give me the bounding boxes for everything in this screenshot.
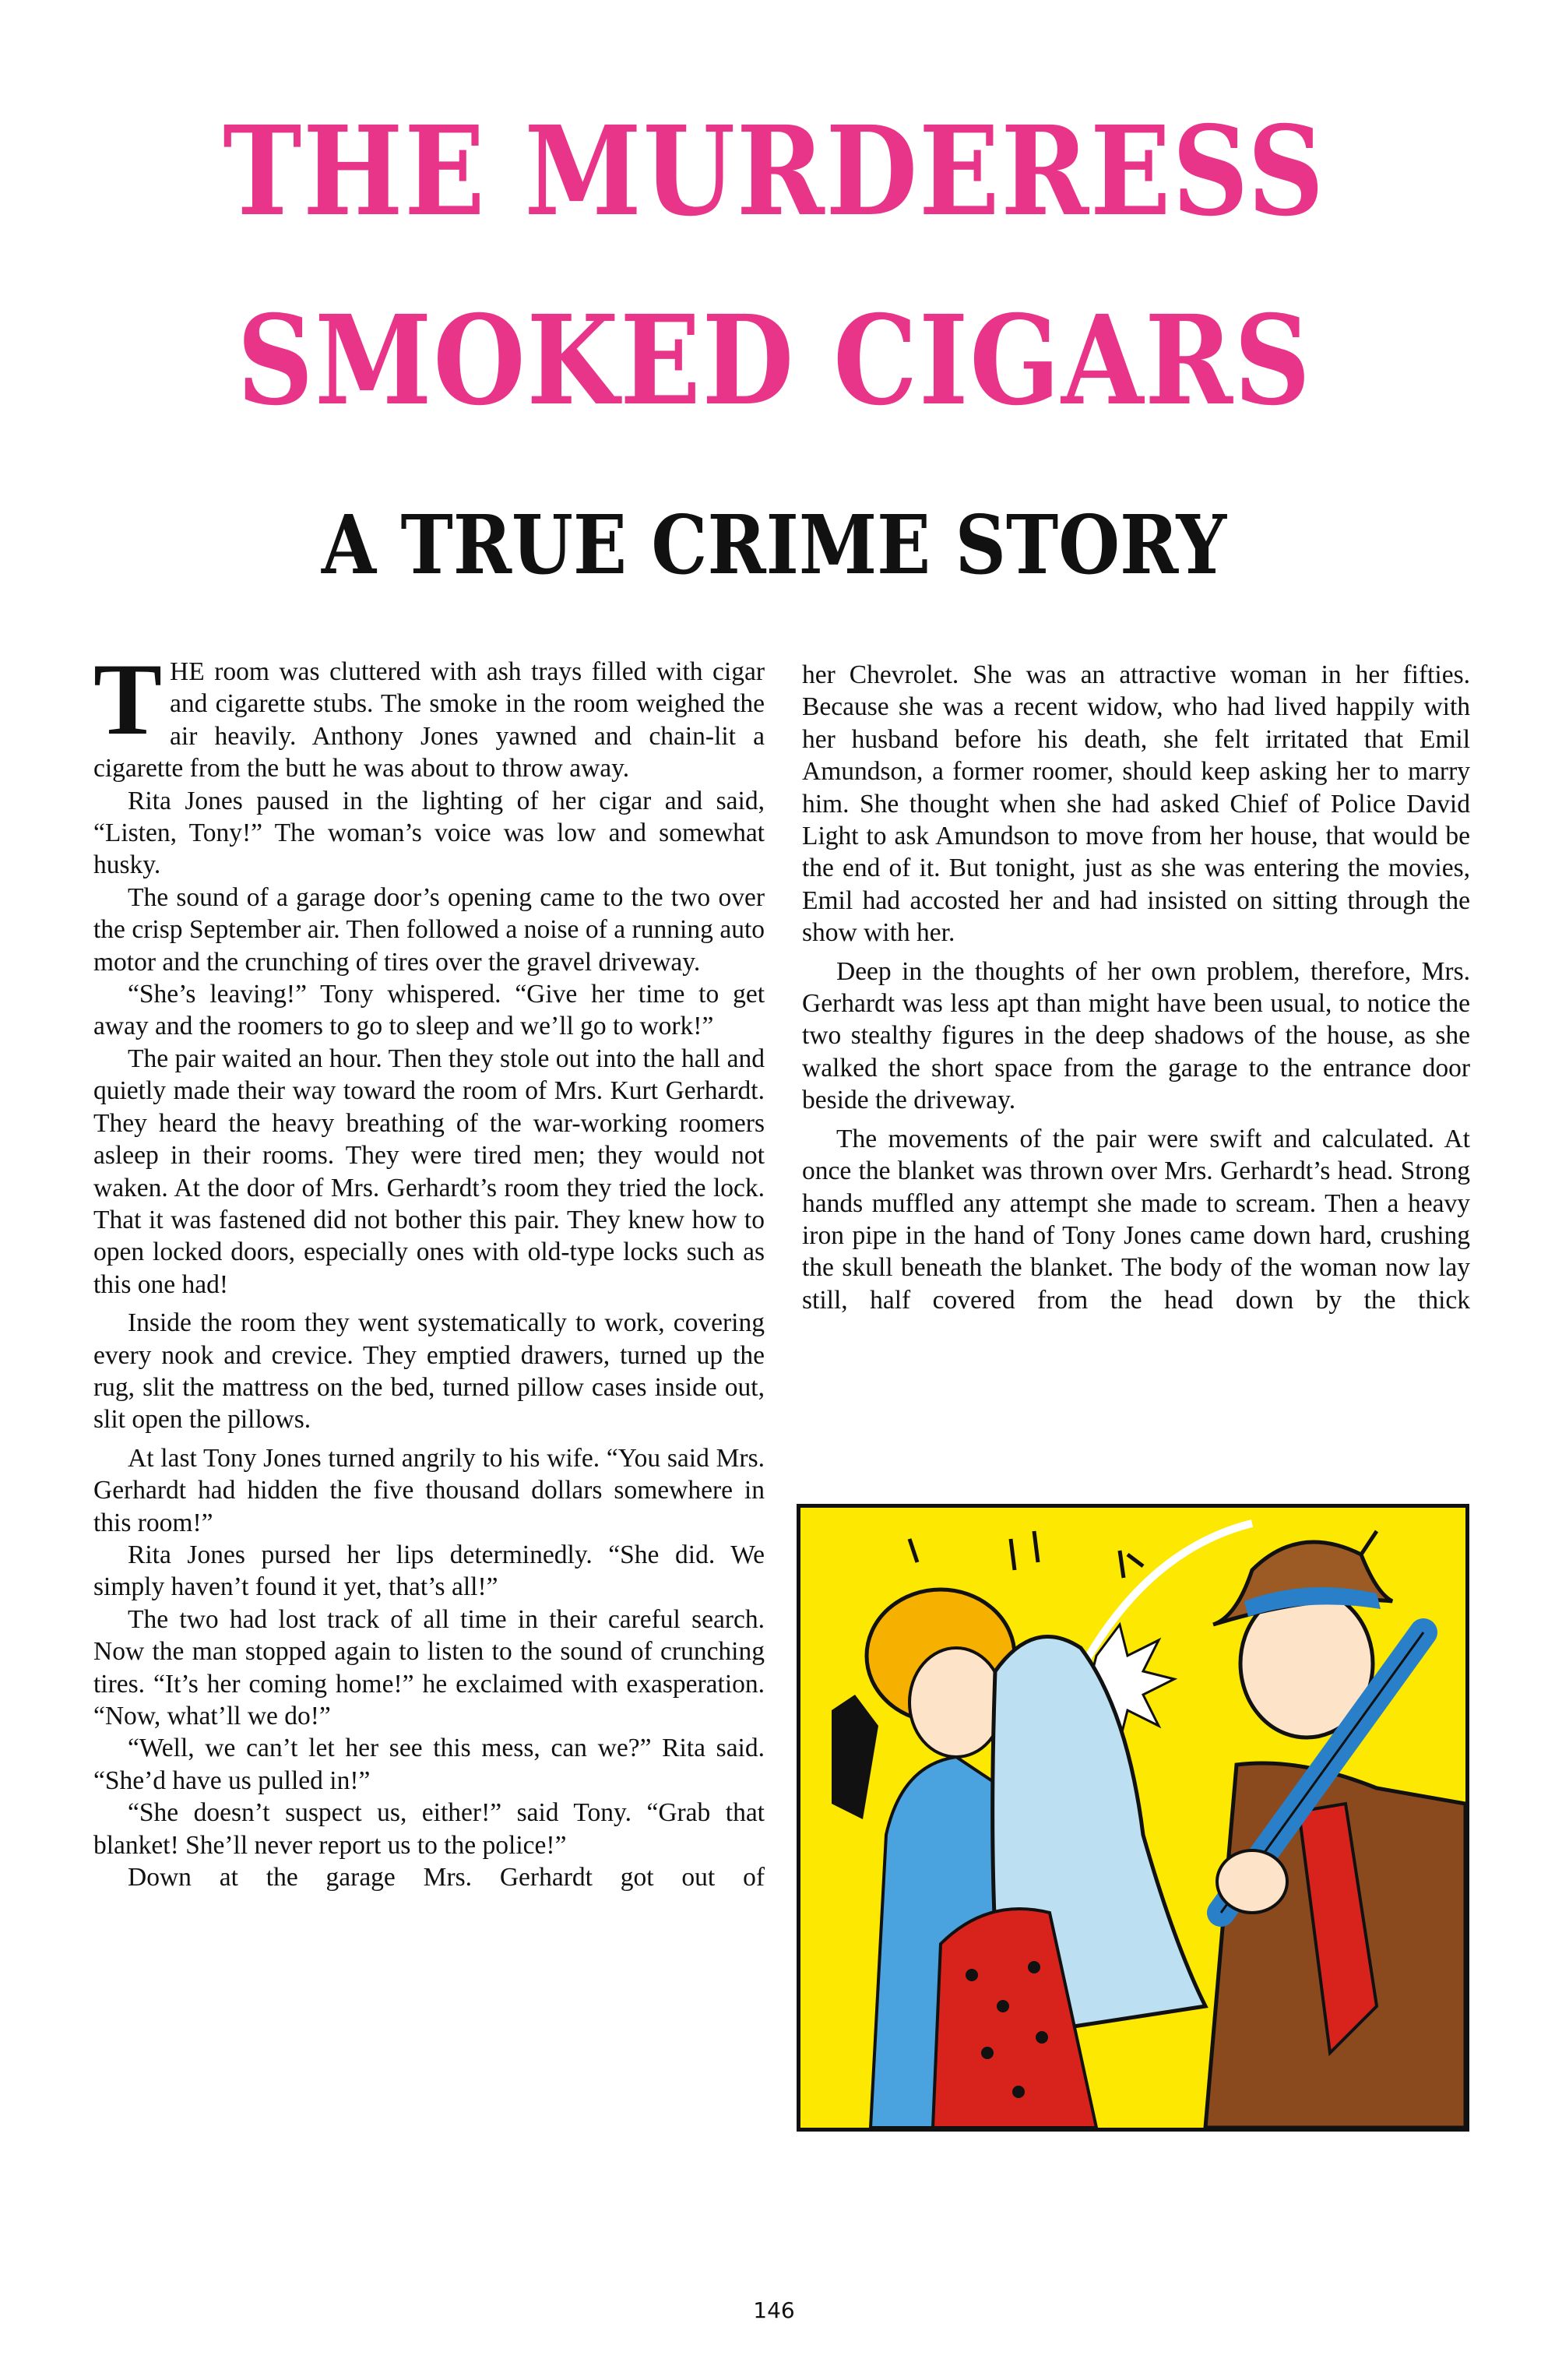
title-line-1: THE MURDERESS — [223, 100, 1325, 244]
comic-illustration — [797, 1504, 1469, 2132]
left-column — [93, 642, 765, 1893]
paragraph: “Well, we can’t let her see this mess, can we?” Rita said. “She’d have us pulled in!” — [93, 1734, 765, 1795]
paragraph: “She’s leaving!” Tony whispered. “Give her time to get away and the roomers to go to sleep and we’ll go to work!” — [93, 980, 765, 1041]
paragraph: At last Tony Jones turned angrily to his wife. “You said Mrs. Gerhardt had hidden the five thousand dollars somewhere in this room!” — [93, 1443, 765, 1537]
paragraph: THE room was cluttered with ash trays filled with cigar and cigarette stubs. The smoke in the room weighed the air heavily. Anthony Jones yawned and chain-lit a cigarette from the butt he was about to throw away. — [93, 642, 765, 783]
paragraph: Inside the room they went systematically to work, covering every nook and crevice. They emptied drawers, turned up the rug, slit the mattress on the bed, turned pillow cases inside out, slit open the pillows. — [93, 1308, 765, 1435]
paragraph: “She doesn’t suspect us, either!” said Tony. “Grab that blanket! She’ll never report us to the police!” — [93, 1798, 765, 1860]
paragraph: her Chevrolet. She was an attractive woman in her fifties. Because she was a recent widow, who had lived happily with her husband before his death, she felt irritated that Emil Amundson, a former roomer, should keep asking her to marry him. She thought when she had asked Chief of Police David Light to ask Amundson to move from her house, that would be the end of it. But tonight, just as she was entering the movies, Emil had accosted her and had insisted on sitting through the show with her. — [802, 660, 1470, 948]
page-number: 146 — [753, 2297, 795, 2323]
paragraph: The two had lost track of all time in their careful search. Now the man stopped again to listen to the sound of crunching tires. “It’s her coming home!” he exclaimed with exasperation. “Now, what’ll we do!” — [93, 1604, 765, 1730]
paragraph: Down at the garage Mrs. Gerhardt got out of — [128, 1863, 765, 1892]
paragraph: Deep in the thoughts of her own problem, therefore, Mrs. Gerhardt was less apt than might have been usual, to notice the two stealthy figures in the deep shadows of the house, as she walked the short space from the garage to the entrance door beside the driveway. — [802, 956, 1470, 1115]
paragraph: The sound of a garage door’s opening came to the two over the crisp September air. Then followed a noise of a running auto motor and the crunching of tires over the gravel driveway. — [93, 882, 765, 977]
title-line-2: SMOKED CIGARS — [236, 289, 1312, 433]
attack-scene — [800, 1508, 1465, 2128]
paragraph: The pair waited an hour. Then they stole out into the hall and quietly made their way toward the room of Mrs. Kurt Gerhardt. They heard the heavy breathing of the war-working roomers asleep in their rooms. They were tired men; they would not waken. At the door of Mrs. Gerhardt’s room they tried the lock. That it was fastened did not bother this pair. They knew how to open locked doors, especially ones with old-type locks such as this one had! — [93, 1044, 765, 1299]
right-column — [802, 659, 1470, 1316]
paragraph: Rita Jones pursed her lips determinedly. “She did. We simply haven’t found it yet, that’s all!” — [93, 1540, 765, 1602]
paragraph: Rita Jones paused in the lighting of her cigar and said, “Listen, Tony!” The woman’s voice was low and somewhat husky. — [93, 786, 765, 880]
subtitle: A TRUE CRIME STORY — [321, 497, 1227, 593]
man-figure — [1205, 1542, 1465, 2128]
paragraph: The movements of the pair were swift and calculated. At once the blanket was thrown over Mrs. Gerhardt’s head. Strong hands muffled any attempt she made to scream. Then a heavy iron pipe in the hand of Tony Jones came down hard, crushing the skull beneath the blanket. The body of the woman now lay still, half covered from the head down by the thick — [802, 1124, 1470, 1315]
drop-cap: T — [93, 642, 163, 756]
